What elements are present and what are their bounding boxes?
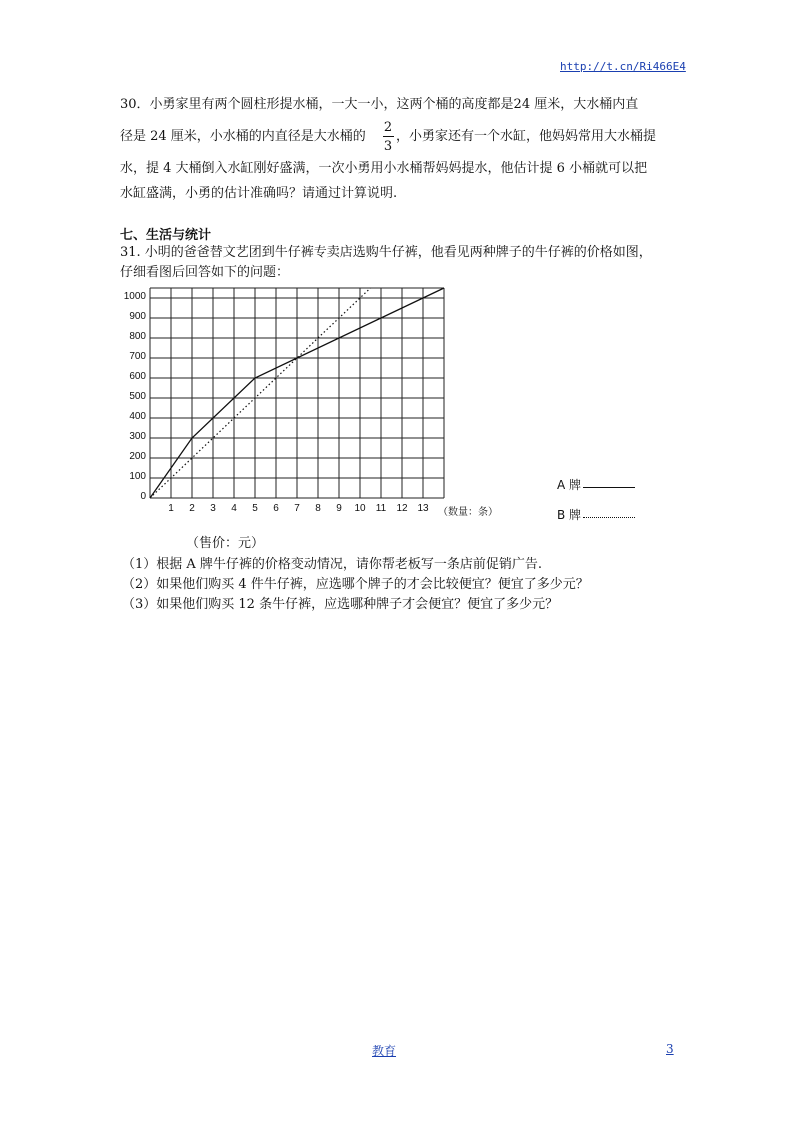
x-tick-label: 3 <box>210 503 216 514</box>
q31-sub3: （3）如果他们购买 12 条牛仔裤，应选哪种牌子才会便宜？便宜了多少元？ <box>122 597 559 612</box>
x-tick-label: 5 <box>252 503 258 514</box>
x-tick-label: 2 <box>189 503 195 514</box>
chart-grid <box>150 288 444 498</box>
legend-b-blank <box>583 517 635 518</box>
q31-line1: 31. 小明的爸爸替文艺团到牛仔裤专卖店选购牛仔裤，他看见两种牌子的牛仔裤的价格如图， <box>120 245 652 260</box>
y-tick-label: 300 <box>129 431 146 442</box>
y-tick-label: 400 <box>129 411 146 422</box>
x-tick-label: 13 <box>417 503 429 514</box>
x-tick-label: 1 <box>168 503 174 514</box>
y-tick-label: 100 <box>129 471 146 482</box>
fraction-numerator: 2 <box>383 120 393 135</box>
q30-line4: 水缸盛满，小勇的估计准确吗？请通过计算说明. <box>120 186 398 201</box>
x-tick-label: 9 <box>336 503 342 514</box>
footer-link[interactable]: 教育 <box>372 1044 397 1058</box>
y-tick-label: 500 <box>129 391 146 402</box>
q31-sub2: （2）如果他们购买 4 件牛仔裤，应选哪个牌子的才会比较便宜？便宜了多少元？ <box>122 577 589 592</box>
legend-a-blank <box>583 487 635 488</box>
legend-a-label: A 牌 <box>557 478 582 492</box>
fraction-denominator: 3 <box>383 139 393 154</box>
y-tick-label: 700 <box>129 351 146 362</box>
q31-sub1: （1）根据 A 牌牛仔裤的价格变动情况，请你帮老板写一条店前促销广告. <box>122 557 543 572</box>
y-tick-label: 600 <box>129 371 146 382</box>
y-tick-label: 1000 <box>123 291 146 302</box>
q31-line2: 仔细看图后回答如下的问题： <box>120 265 290 280</box>
x-tick-label: 4 <box>231 503 237 514</box>
x-tick-label: 8 <box>315 503 321 514</box>
series-b-line <box>150 288 371 498</box>
price-label: （售价：元） <box>186 536 265 551</box>
section-title: 七、生活与统计 <box>120 228 212 243</box>
header-link[interactable]: http://t.cn/Ri466E4 <box>560 60 686 73</box>
y-tick-label: 900 <box>129 311 146 322</box>
q30-line2-end: ，小勇家还有一个水缸，他妈妈常用大水桶提 <box>396 129 657 144</box>
x-tick-label: 7 <box>294 503 300 514</box>
q30-line2-start: 径是 24 厘米，小水桶的内直径是大水桶的 <box>120 129 366 144</box>
fraction-bar <box>383 136 394 137</box>
x-tick-label: 6 <box>273 503 279 514</box>
legend-b-label: B 牌 <box>557 508 582 522</box>
q30-line3: 水，提 4 大桶倒入水缸刚好盛满，一次小勇用小水桶帮妈妈提水，他估计提 6 小桶就可以把 <box>120 161 648 176</box>
x-axis-unit: （数量：条） <box>438 507 498 518</box>
price-chart <box>100 285 530 525</box>
y-tick-label: 200 <box>129 451 146 462</box>
y-tick-label: 0 <box>140 491 146 502</box>
page-number[interactable]: 3 <box>666 1042 674 1056</box>
x-tick-label: 11 <box>375 503 387 514</box>
x-tick-label: 10 <box>354 503 366 514</box>
q30-line1: 30．小勇家里有两个圆柱形提水桶，一大一小，这两个桶的高度都是24 厘米，大水桶内直 <box>120 97 639 112</box>
y-tick-label: 800 <box>129 331 146 342</box>
x-tick-label: 12 <box>396 503 408 514</box>
